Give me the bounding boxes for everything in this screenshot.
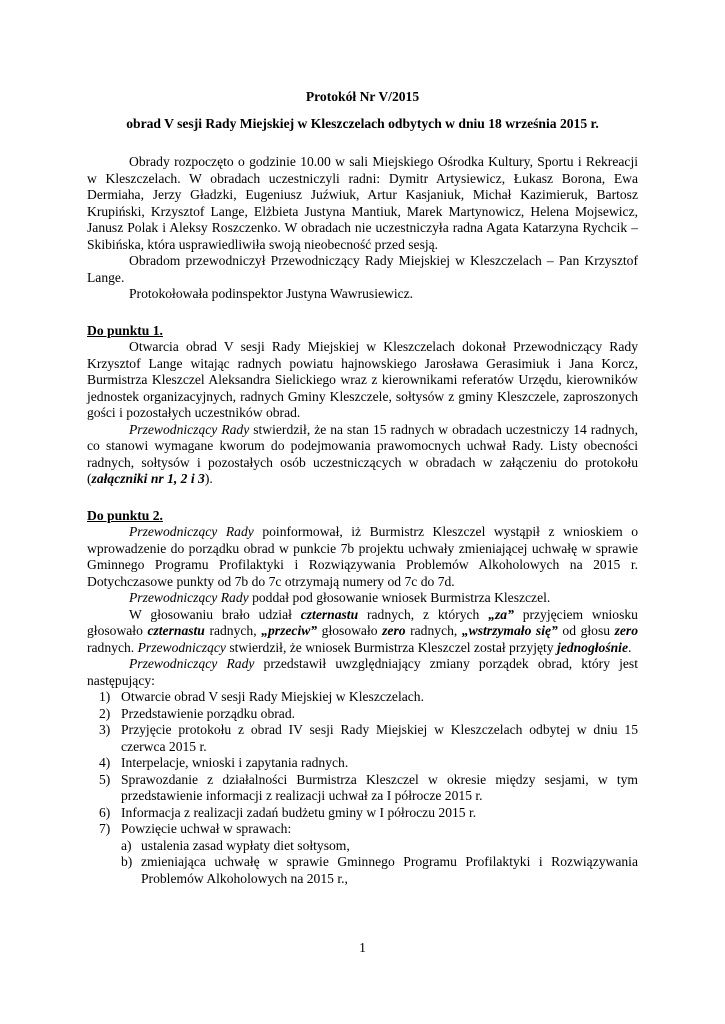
agenda-item-text: Interpelacje, wnioski i zapytania radnych.: [121, 755, 349, 770]
motion-text: poinformował, iż Burmistrz Kleszczel wystąpił z wnioskiem o wprowadzenie do porządku obrad w punkcie 7b projektu uchwały zmieniającej uchwałę w sprawie Gminnego Programu Profilaktyki i Rozwiązywania Problemów Alkoholowych na 2015 r. Dotychczasowe punkty od 7b do 7c otrzymają numery od 7c do 7d.: [87, 524, 639, 589]
vote-count-participants: czternastu: [300, 606, 359, 622]
agenda-item: [87, 821, 638, 887]
section2-paragraph-vote-call: [87, 590, 638, 607]
agenda-item-number: 3): [99, 722, 111, 737]
vote-text: przyjęciem wniosku głosowało: [87, 606, 638, 638]
section-point-1: [87, 323, 638, 488]
protocol-title: Protokół Nr V/2015: [305, 89, 420, 104]
agenda-item-number: 4): [99, 755, 111, 770]
vote-outcome: jednogłośnie: [556, 639, 628, 655]
chairman-label: Przewodniczący: [137, 639, 226, 655]
intro-paragraph-chair: Obradom przewodniczył Przewodniczący Rady Miejskiej w Kleszczelach – Pan Krzysztof Lange.: [87, 253, 638, 285]
intro-paragraph-attendance: Obrady rozpoczęto o godzinie 10.00 w sali Miejskiego Ośrodka Kultury, Sportu i Rekreacji w Kleszczelach. W obradach uczestniczyli radni: Dymitr Artysiewicz, Łukasz Borona, Ewa Dermiaha, Jerzy Gładzki, Eugeniusz Juźwiuk, Artur Kasjaniuk, Michał Kazimieruk, Bartosz Krupiński, Krzysztof Lange, Elżbieta Justyna Mantiuk, Marek Martynowicz, Helena Mojsewicz, Janusz Polak i Aleksy Roszczenko. W obradach nie uczestniczyła radna Agata Katarzyna Rychcik – Skibińska, która usprawiedliwiła swoją nieobecność przed sesją.: [87, 154, 638, 252]
vote-text: radnych,: [204, 623, 262, 638]
agenda-subitem-text: zmieniająca uchwałę w sprawie Gminnego Programu Profilaktyki i Rozwiązywania Problemów Alkoholowych na 2015 r.,: [141, 854, 638, 886]
vote-text: radnych.: [87, 639, 138, 655]
agenda-item: [87, 706, 638, 723]
agenda-item-number: 7): [99, 821, 111, 836]
vote-label-for: „za”: [488, 606, 514, 622]
section1-paragraph-quorum: [87, 422, 638, 488]
section2-paragraph-agenda-intro: [87, 656, 638, 689]
agenda-item-text: Przedstawienie porządku obrad.: [121, 705, 296, 721]
agenda-item: [87, 755, 638, 772]
chairman-label: Przewodniczący Rady: [129, 524, 254, 539]
agenda-item-text: Powzięcie uchwał w sprawach:: [121, 821, 292, 836]
agenda-item-number: 1): [99, 689, 111, 704]
chairman-label: Przewodniczący Rady: [129, 421, 250, 437]
vote-text: radnych,: [405, 623, 462, 638]
protocol-subtitle: obrad V sesji Rady Miejskiej w Kleszczelach odbytych w dniu 18 września 2015 r.: [126, 115, 599, 131]
vote-call-text: poddał pod głosowanie wniosek Burmistrza Kleszczel.: [248, 590, 551, 605]
section2-paragraph-motion: [87, 524, 638, 590]
agenda-item-text: Informacja z realizacji zadań budżetu gminy w I półroczu 2015 r.: [121, 804, 477, 820]
agenda-intro-text: przedstawił uwzględniający zmiany porządek obrad, który jest następujący:: [87, 656, 639, 688]
vote-count-for: czternastu: [147, 623, 205, 638]
page-number: 1: [359, 940, 366, 955]
vote-text: stwierdził, że wniosek Burmistrza Kleszczel został przyjęty: [225, 639, 557, 655]
agenda-item: [87, 772, 638, 805]
vote-count-abstain: zero: [614, 623, 639, 638]
section-heading-1: Do punktu 1.: [87, 322, 163, 338]
agenda-item-text: Przyjęcie protokołu z obrad IV sesji Rady Miejskiej w Kleszczelach odbytej w dniu 15 czerwca 2015 r.: [121, 722, 638, 754]
quorum-text: stwierdził, że na stan 15 radnych w obradach uczestniczy 14 radnych, co stanowi wymagane kworum do podejmowania prawomocnych uchwał Rady. Listy obecności radnych, sołtysów i pozostałych osób uczestniczących w obradach w załączeniu do protokołu (: [87, 421, 638, 486]
vote-text: .: [627, 639, 632, 655]
agenda-sublist: [121, 838, 638, 888]
section2-paragraph-vote-result: [87, 607, 638, 657]
agenda-list: [87, 689, 638, 887]
agenda-subitem: [121, 854, 638, 887]
vote-text: od głosu: [557, 623, 615, 638]
vote-text: głosowało: [317, 623, 383, 638]
vote-text: radnych, z których: [358, 606, 489, 622]
chairman-label: Przewodniczący Rady: [129, 656, 255, 671]
agenda-subitem-letter: a): [121, 837, 132, 853]
vote-count-against: zero: [382, 623, 406, 638]
section1-paragraph-opening: Otwarcia obrad V sesji Rady Miejskiej w Kleszczelach dokonał Przewodniczący Rady Krzysztof Lange witając radnych powiatu hajnowskiego Jarosława Gerasimiuk i Jana Korcz, Burmistrza Kleszczel Aleksandra Sielickiego wraz z kierownikami referatów Urzędu, kierowników jednostek organizacyjnych, radnych Gminy Kleszczele, sołtysów z gminy Kleszczele, zaproszonych gości i pozostałych uczestników obrad.: [87, 339, 638, 420]
quorum-text-end: ).: [204, 471, 213, 486]
agenda-item: [87, 689, 638, 706]
attachments-reference: załączniki nr 1, 2 i 3: [91, 471, 205, 486]
chairman-label: Przewodniczący Rady: [129, 590, 249, 605]
agenda-item-text: Sprawozdanie z działalności Burmistrza Kleszczel w okresie między sesjami, w tym przedstawienie informacji z realizacji uchwał za I półrocze 2015 r.: [121, 771, 638, 803]
agenda-item-number: 2): [99, 705, 111, 721]
agenda-subitem-text: ustalenia zasad wypłaty diet sołtysom,: [141, 837, 350, 853]
document-page: [87, 89, 638, 887]
agenda-item-number: 6): [99, 804, 111, 820]
vote-label-against: „przeciw”: [261, 623, 318, 638]
agenda-item-text: Otwarcie obrad V sesji Rady Miejskiej w Kleszczelach.: [121, 689, 424, 704]
agenda-subitem: [121, 838, 638, 855]
vote-label-abstain: „wstrzymało się”: [461, 623, 558, 638]
agenda-item-number: 5): [99, 771, 111, 787]
agenda-item: [87, 805, 638, 822]
agenda-item: [87, 722, 638, 755]
vote-text: W głosowaniu brało udział: [129, 606, 301, 622]
section-point-2: [87, 508, 638, 888]
agenda-subitem-letter: b): [121, 854, 133, 869]
intro-paragraph-minutes: Protokołowała podinspektor Justyna Wawrusiewicz.: [129, 286, 414, 301]
section-heading-2: Do punktu 2.: [87, 507, 163, 523]
